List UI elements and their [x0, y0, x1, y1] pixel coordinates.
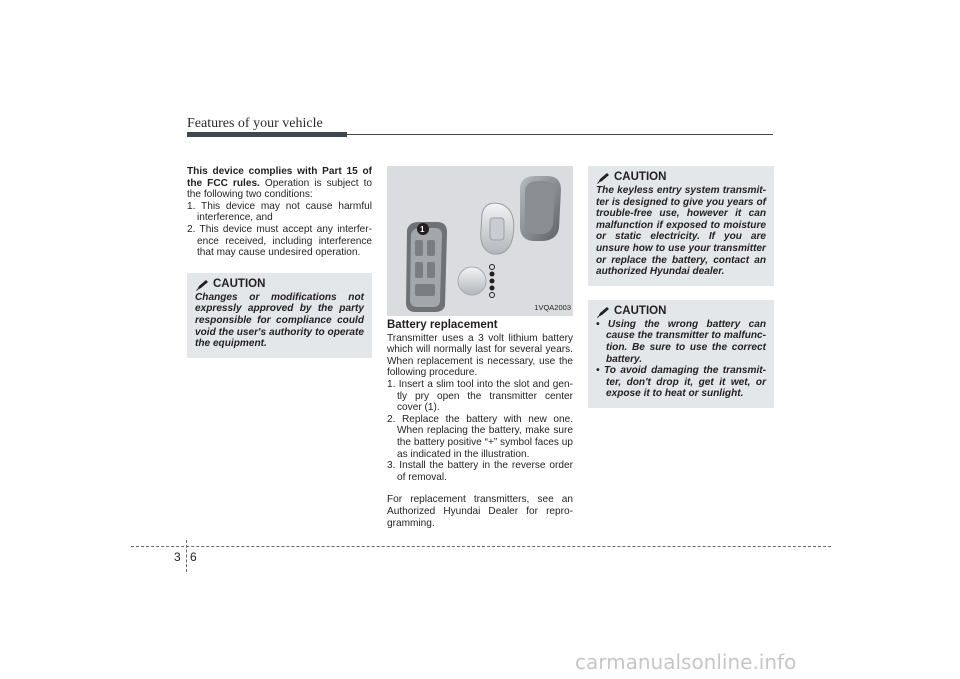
list-item: 3. Install the battery in the reverse order of removal.: [387, 460, 573, 483]
header-accent-bar: [187, 132, 347, 137]
caution-text: The keyless entry system transmit-ter is designed to give you years of trouble-free use, however it can malfunction if exposed to moisture or static electricity. If you are unsure how to use your transmitter or replace the battery, contact an authorized Hyundai dealer.: [596, 185, 766, 278]
section-title: Features of your vehicle: [187, 116, 323, 131]
caution-box-battery: [588, 300, 774, 408]
battery-steps-list: [387, 379, 573, 483]
caution-box-fcc: [187, 273, 372, 358]
fcc-conditions-list: [187, 201, 372, 259]
list-item: 1. This device may not cause harmful interference, and: [187, 200, 372, 224]
list-item: 2. Replace the battery with new one. When replacing the battery, make sure the battery positive “+” symbol faces up as indicated in the illustration.: [387, 413, 573, 460]
battery-intro: Transmitter uses a 3 volt lithium battery which will normally last for several years. When replacement is necessary, use the following procedure.: [387, 332, 573, 379]
replacement-transmitters-note: For replacement transmitters, see an Authorized Hyundai Dealer for repro-gramming.: [387, 494, 573, 529]
caution-box-keyless: [588, 166, 774, 286]
caution-pencil-icon: [195, 279, 209, 291]
list-item: 1. Insert a slim tool into the slot and gen-tly pry open the transmitter center cover (1).: [387, 378, 573, 414]
footer-divider: [186, 540, 187, 572]
list-item: • Using the wrong battery can cause the transmitter to malfunc-tion. Be sure to use the correct battery.: [596, 318, 766, 365]
caution-title: CAUTION: [213, 277, 266, 290]
list-item: 2. This device must accept any interfer-ence received, including interference that may cause undesired operation.: [187, 223, 372, 259]
caution-heading: [596, 172, 766, 184]
key-fob-drawing: [387, 166, 573, 316]
transmitter-illustration: [387, 166, 573, 316]
header-rule: [347, 134, 773, 135]
callout-number: 1: [420, 225, 425, 234]
caution-heading: [195, 279, 364, 291]
illustration-code: 1VQA2003: [534, 303, 571, 313]
caution-heading: [596, 306, 766, 318]
caution-bullets: [596, 319, 766, 400]
page-number: 6: [190, 550, 197, 564]
caution-title: CAUTION: [614, 171, 667, 184]
caution-title: CAUTION: [614, 304, 667, 317]
footer-rule: [131, 546, 831, 547]
left-column: [187, 166, 372, 358]
caution-text: Changes or modifications not expressly approved by the party responsible for compliance could void the user's authority to operate the equipment.: [195, 291, 364, 350]
battery-replacement-heading: Battery replacement: [387, 319, 498, 331]
right-column: [588, 166, 774, 408]
middle-column: [387, 166, 573, 529]
list-item: • To avoid damaging the transmit-ter, don't drop it, get it wet, or expose it to heat or sunlight.: [596, 365, 766, 400]
fcc-intro-bold: This device complies with Part 15 of the FCC rules.: [187, 166, 372, 189]
watermark: carmanualsonline.info: [575, 650, 797, 674]
fcc-intro: [187, 166, 372, 201]
fcc-intro-rest: Operation is subject to the following two conditions:: [187, 177, 372, 201]
caution-pencil-icon: [596, 172, 610, 184]
chapter-number: 3: [174, 550, 181, 564]
caution-pencil-icon: [596, 306, 610, 318]
